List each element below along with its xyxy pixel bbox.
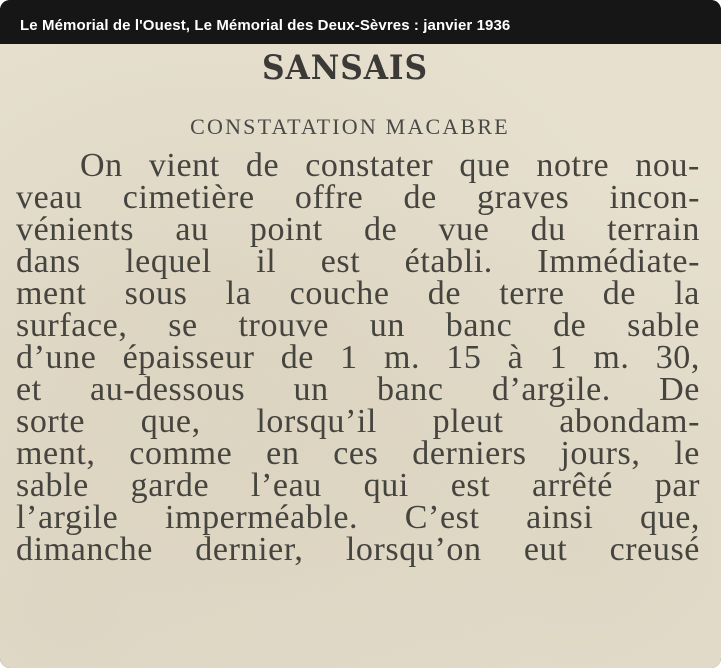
- source-caption: Le Mémorial de l'Ouest, Le Mémorial des Deux-Sèvres : janvier 1936: [20, 17, 511, 34]
- article-headline: SANSAIS: [262, 48, 428, 88]
- article-line: ment sous la couche de terre de la: [16, 275, 700, 312]
- article-line: dimanche dernier, lorsqu’on eut creusé: [16, 531, 700, 568]
- article-line: d’une épaisseur de 1 m. 15 à 1 m. 30,: [16, 339, 700, 376]
- article-line: et au-dessous un banc d’argile. De: [16, 371, 700, 408]
- article-line: On vient de constater que notre nou-: [80, 147, 700, 184]
- article-line: surface, se trouve un banc de sable: [16, 307, 700, 344]
- newspaper-clipping: [0, 44, 721, 668]
- caption-bar: [0, 0, 721, 44]
- article-subheadline: CONSTATATION MACABRE: [190, 114, 510, 139]
- article-line: sorte que, lorsqu’il pleut abondam-: [16, 403, 700, 440]
- article-line: ment, comme en ces derniers jours, le: [16, 435, 700, 472]
- article-line: vénients au point de vue du terrain: [16, 211, 700, 248]
- article-line: veau cimetière offre de graves incon-: [16, 179, 700, 216]
- article-line: dans lequel il est établi. Immédiate-: [16, 243, 700, 280]
- article-line: l’argile imperméable. C’est ainsi que,: [16, 499, 700, 536]
- article-body: [16, 147, 700, 568]
- article-line: sable garde l’eau qui est arrêté par: [16, 467, 700, 504]
